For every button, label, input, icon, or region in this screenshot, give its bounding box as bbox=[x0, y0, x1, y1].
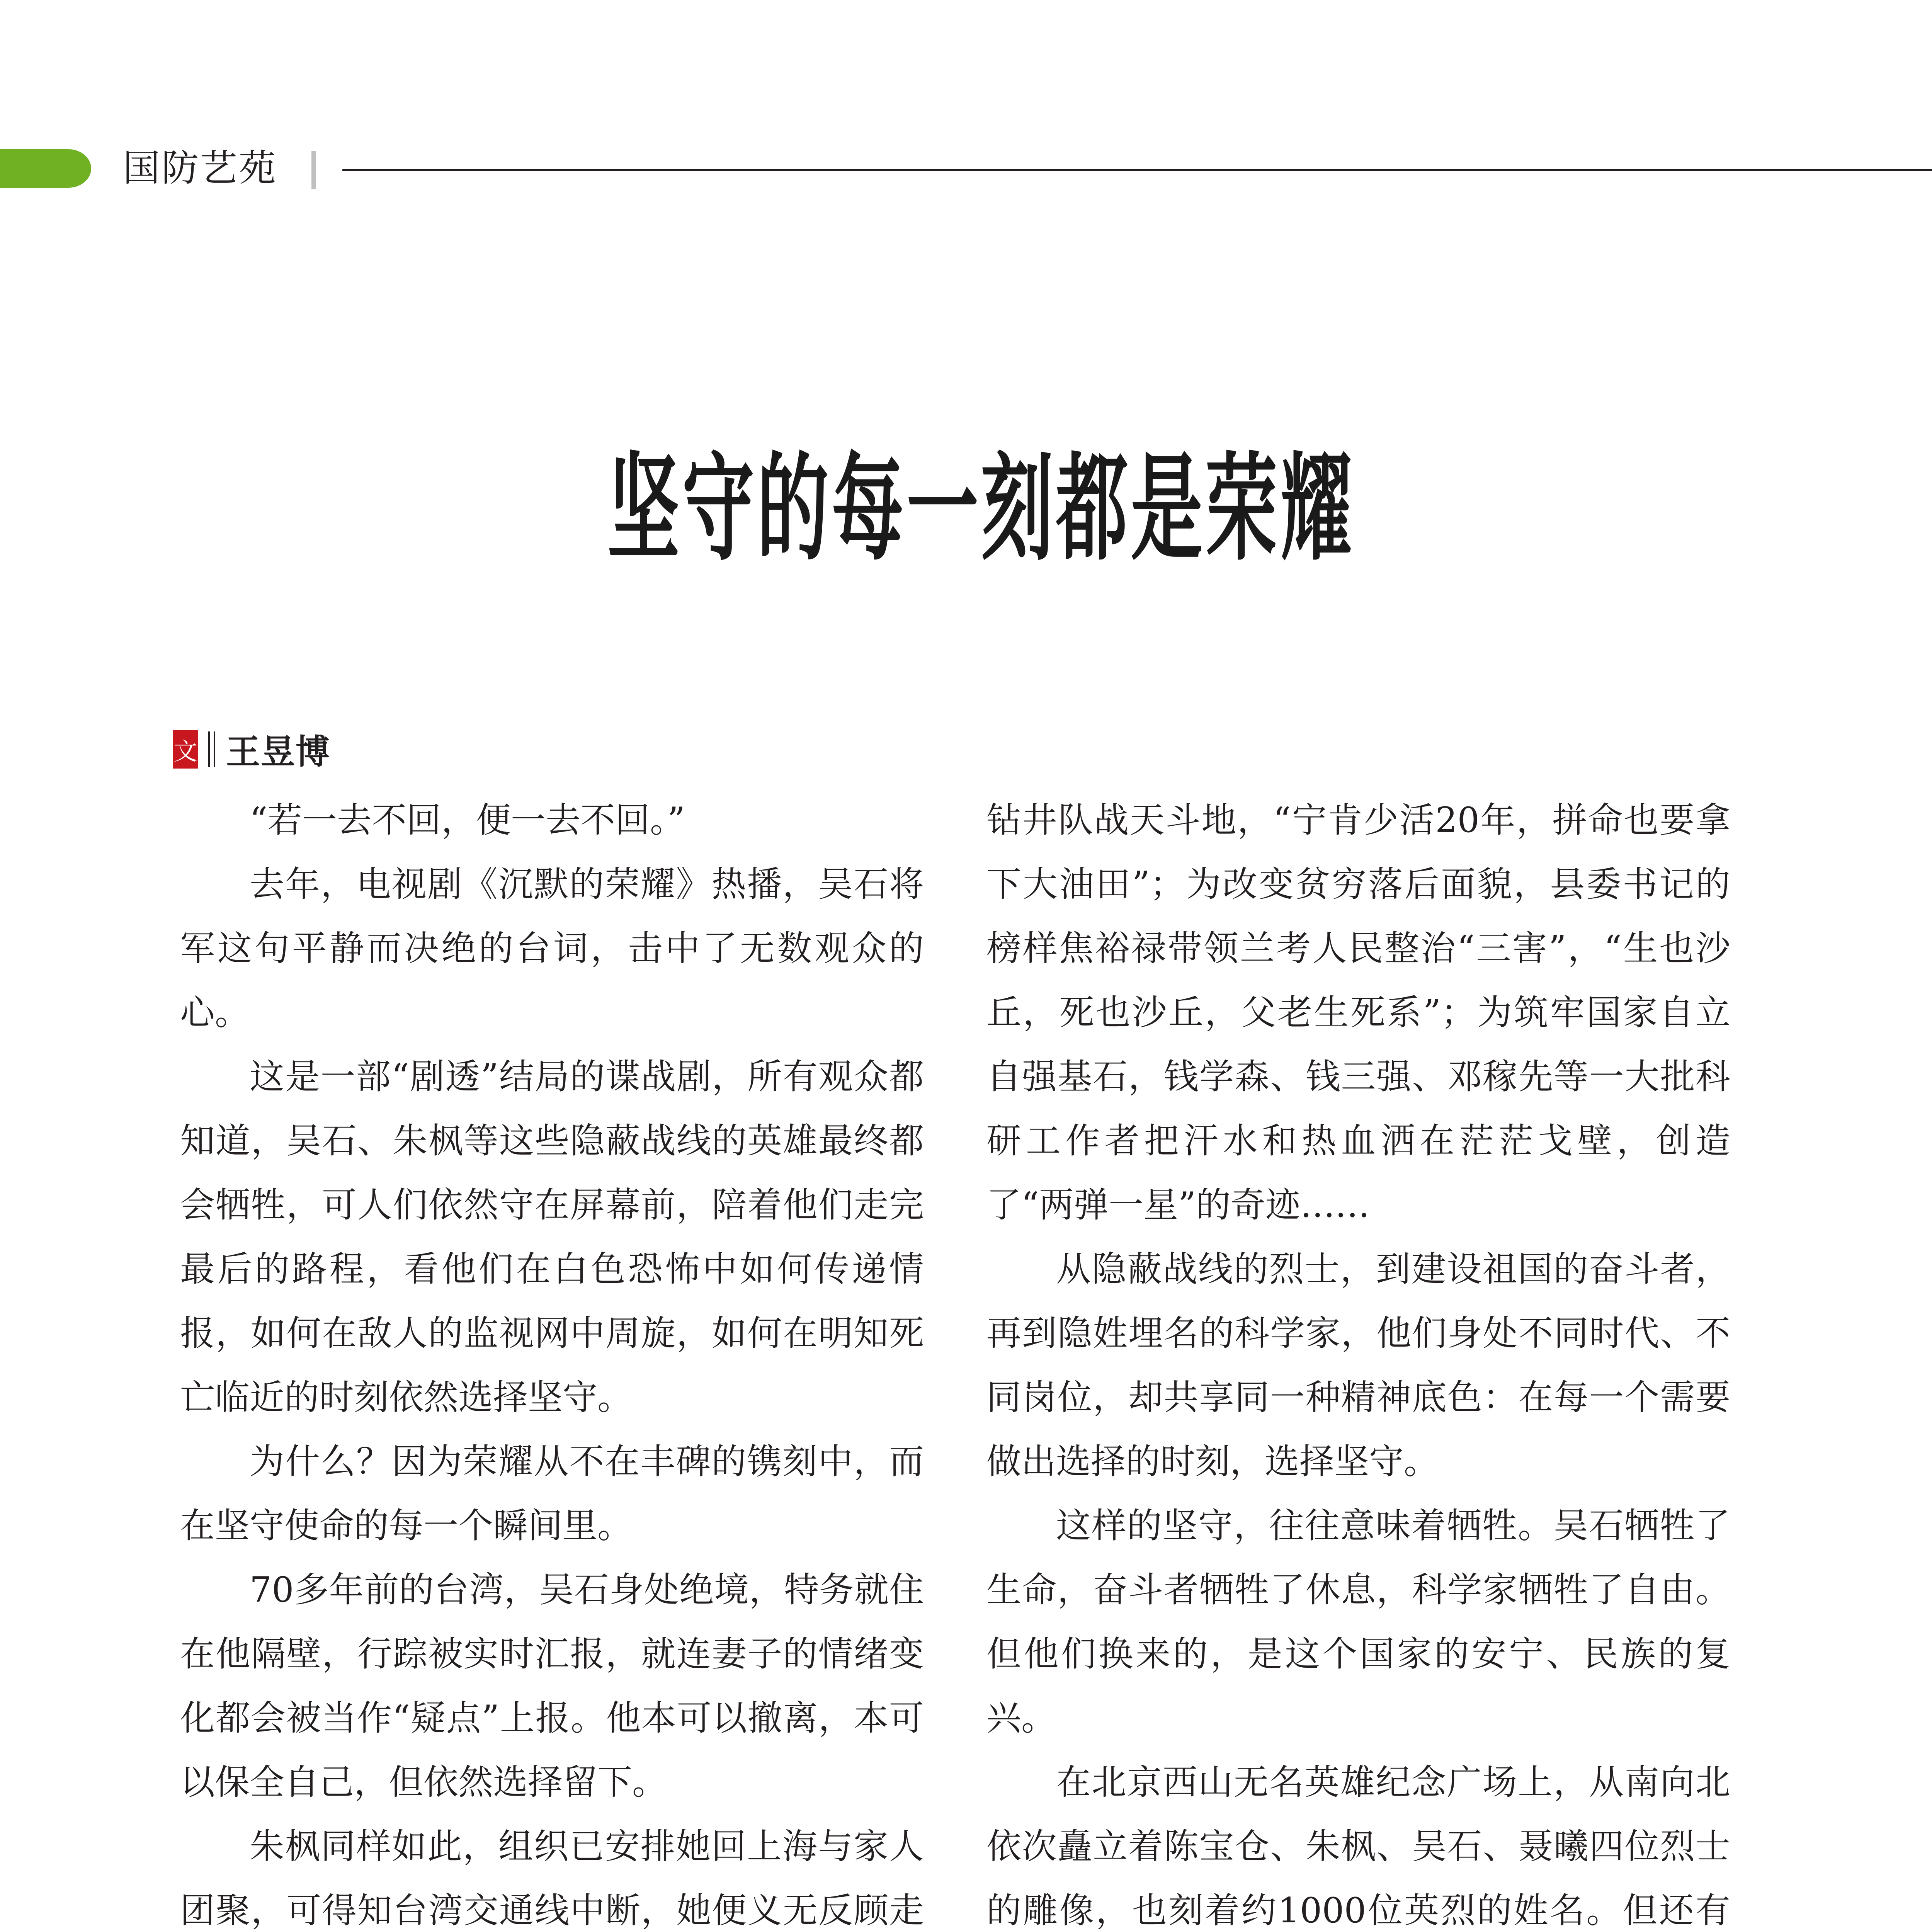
paragraph: “若一去不回，便一去不回。” bbox=[250, 800, 685, 840]
byline-separator bbox=[208, 731, 215, 767]
paragraph: 这样的坚守，往往意味着牺牲。吴石牺牲了生命，奋斗者牺牲了休息，科学家牺牲了自由。但他们换来的，是这个国家的安宁、民族的复兴。 bbox=[986, 1505, 1730, 1738]
paragraph: 去年，电视剧《沉默的荣耀》热播，吴石将军这句平静而决绝的台词，击中了无数观众的心。 bbox=[180, 864, 924, 1033]
byline-label-badge: 文 bbox=[173, 730, 198, 769]
author-name: 王昱博 bbox=[226, 732, 331, 772]
paragraph: 从隐蔽战线的烈士，到建设祖国的奋斗者，再到隐姓埋名的科学家，他们身处不同时代、不同岗位，却共享同一种精神底色：在每一个需要做出选择的时刻，选择坚守。 bbox=[986, 1249, 1730, 1482]
header-rule bbox=[342, 169, 1932, 171]
right-column bbox=[986, 788, 1730, 1932]
paragraph: 朱枫同样如此，组织已安排她回上海与家人团聚，可得知台湾交通线中断，她便义无反顾走 bbox=[180, 1826, 924, 1931]
section-title: 国防艺苑 bbox=[123, 146, 277, 190]
paragraph: 为什么？因为荣耀从不在丰碑的镌刻中，而在坚守使命的每一个瞬间里。 bbox=[180, 1441, 924, 1546]
article-title: 坚守的每一刻都是荣耀 bbox=[607, 440, 1355, 576]
header-separator bbox=[311, 151, 316, 189]
left-column bbox=[180, 788, 924, 1932]
paragraph: 这是一部“剧透”结局的谍战剧，所有观众都知道，吴石、朱枫等这些隐蔽战线的英雄最终都会牺牲，可人们依然守在屏幕前，陪着他们走完最后的路程，看他们在白色恐怖中如何传递情报，如何在敌人的监视网中周旋，如何在明知死亡临近的时刻依然选择坚守。 bbox=[180, 1056, 924, 1418]
section-accent-tab bbox=[0, 149, 91, 188]
byline bbox=[173, 730, 331, 772]
paragraph: 在北京西山无名英雄纪念广场上，从南向北依次矗立着陈宝仓、朱枫、吴石、聂曦四位烈士的雕像，也刻着约1000位英烈的姓名。但还有 bbox=[986, 1762, 1730, 1931]
paragraph: 70多年前的台湾，吴石身处绝境，特务就住在他隔壁，行踪被实时汇报，就连妻子的情绪变化都会被当作“疑点”上报。他本可以撤离，本可以保全自己，但依然选择留下。 bbox=[180, 1570, 924, 1803]
paragraph: 钻井队战天斗地，“宁肯少活20年，拼命也要拿下大油田”；为改变贫穷落后面貌，县委书记的榜样焦裕禄带领兰考人民整治“三害”，“生也沙丘，死也沙丘，父老生死系”；为筑牢国家自立自强基石，钱学森、钱三强、邓稼先等一大批科研工作者把汗水和热血洒在茫茫戈壁，创造了“两弹一星”的奇迹…… bbox=[986, 800, 1730, 1225]
